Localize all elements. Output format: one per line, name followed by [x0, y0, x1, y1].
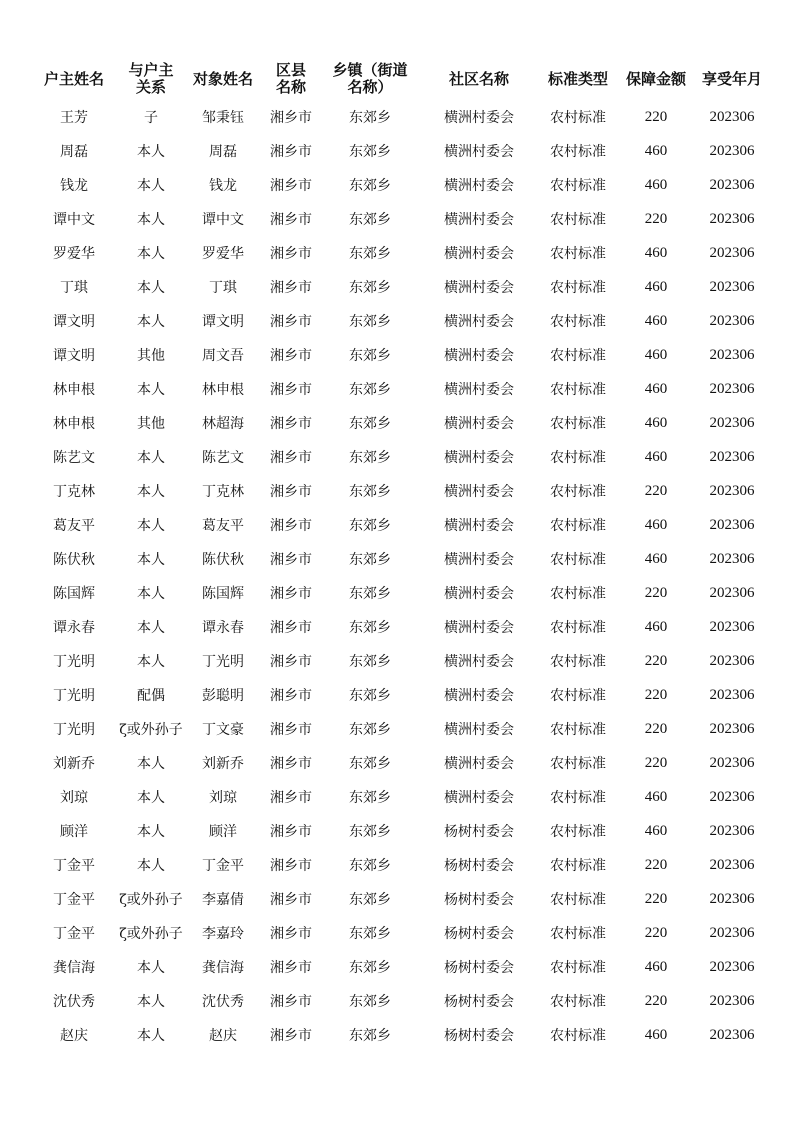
cell-community: 横洲村委会: [444, 790, 514, 806]
cell-relation: 本人: [137, 994, 165, 1010]
cell-standard-type: 农村标准: [550, 314, 606, 330]
cell-relation: 本人: [137, 620, 165, 636]
cell-standard-type: 农村标准: [550, 858, 606, 874]
table-row: [30, 508, 770, 542]
cell-relation: 本人: [137, 212, 165, 228]
cell-standard-type: 农村标准: [550, 382, 606, 398]
cell-township: 东郊乡: [349, 518, 391, 534]
cell-relation: ζ或外孙子: [119, 722, 183, 738]
cell-period: 202306: [709, 176, 755, 193]
cell-standard-type: 农村标准: [550, 144, 606, 160]
cell-county: 湘乡市: [270, 212, 312, 228]
cell-period: 202306: [709, 618, 755, 635]
cell-relation: 其他: [137, 416, 165, 432]
cell-township: 东郊乡: [349, 586, 391, 602]
cell-period: 202306: [709, 788, 755, 805]
cell-beneficiary-name: 刘琼: [209, 790, 237, 806]
cell-beneficiary-name: 彭聪明: [202, 688, 244, 704]
cell-township: 东郊乡: [349, 1028, 391, 1044]
cell-standard-type: 农村标准: [550, 416, 606, 432]
cell-beneficiary-name: 邹秉钰: [202, 110, 244, 126]
cell-township: 东郊乡: [349, 892, 391, 908]
cell-standard-type: 农村标准: [550, 892, 606, 908]
cell-county: 湘乡市: [270, 382, 312, 398]
cell-period: 202306: [709, 1026, 755, 1043]
cell-standard-type: 农村标准: [550, 722, 606, 738]
cell-amount: 220: [644, 108, 668, 125]
column-header-standard-type: 标准类型: [547, 69, 608, 88]
cell-relation: 其他: [137, 348, 165, 364]
cell-period: 202306: [709, 856, 755, 873]
cell-amount: 460: [644, 278, 668, 295]
cell-beneficiary-name: 周文吾: [202, 348, 244, 364]
cell-township: 东郊乡: [349, 382, 391, 398]
table-row: [30, 950, 770, 984]
cell-county: 湘乡市: [270, 620, 312, 636]
cell-township: 东郊乡: [349, 654, 391, 670]
cell-period: 202306: [709, 482, 755, 499]
cell-period: 202306: [709, 686, 755, 703]
cell-amount: 460: [644, 618, 668, 635]
cell-amount: 460: [644, 312, 668, 329]
cell-standard-type: 农村标准: [550, 960, 606, 976]
column-header-township: 乡镇（街道 名称）: [332, 61, 408, 96]
cell-community: 杨树村委会: [444, 926, 514, 942]
cell-community: 横洲村委会: [444, 110, 514, 126]
cell-period: 202306: [709, 312, 755, 329]
cell-relation: 子: [144, 110, 158, 126]
cell-beneficiary-name: 龚信海: [202, 960, 244, 976]
cell-relation: ζ或外孙子: [119, 892, 183, 908]
cell-community: 杨树村委会: [444, 960, 514, 976]
cell-county: 湘乡市: [270, 246, 312, 262]
table-row: [30, 848, 770, 882]
cell-relation: 本人: [137, 484, 165, 500]
cell-beneficiary-name: 刘新乔: [202, 756, 244, 772]
cell-standard-type: 农村标准: [550, 620, 606, 636]
cell-amount: 220: [644, 210, 668, 227]
cell-community: 横洲村委会: [444, 178, 514, 194]
table-row: [30, 236, 770, 270]
cell-householder-name: 丁光明: [53, 688, 95, 704]
cell-community: 横洲村委会: [444, 348, 514, 364]
cell-township: 东郊乡: [349, 858, 391, 874]
cell-amount: 460: [644, 176, 668, 193]
cell-householder-name: 钱龙: [60, 178, 88, 194]
cell-relation: 本人: [137, 280, 165, 296]
cell-householder-name: 丁金平: [53, 858, 95, 874]
cell-standard-type: 农村标准: [550, 484, 606, 500]
cell-relation: 本人: [137, 246, 165, 262]
table-row: [30, 372, 770, 406]
cell-county: 湘乡市: [270, 518, 312, 534]
cell-county: 湘乡市: [270, 756, 312, 772]
cell-amount: 460: [644, 414, 668, 431]
cell-amount: 460: [644, 380, 668, 397]
table-row: [30, 1018, 770, 1052]
cell-relation: 本人: [137, 960, 165, 976]
cell-beneficiary-name: 谭中文: [202, 212, 244, 228]
cell-township: 东郊乡: [349, 246, 391, 262]
cell-township: 东郊乡: [349, 756, 391, 772]
table-row: [30, 202, 770, 236]
cell-standard-type: 农村标准: [550, 110, 606, 126]
cell-amount: 220: [644, 992, 668, 1009]
cell-beneficiary-name: 谭永春: [202, 620, 244, 636]
cell-standard-type: 农村标准: [550, 926, 606, 942]
cell-community: 横洲村委会: [444, 586, 514, 602]
cell-householder-name: 林申根: [53, 416, 95, 432]
cell-amount: 460: [644, 958, 668, 975]
cell-township: 东郊乡: [349, 314, 391, 330]
table-row: [30, 576, 770, 610]
cell-beneficiary-name: 丁金平: [202, 858, 244, 874]
cell-county: 湘乡市: [270, 552, 312, 568]
cell-standard-type: 农村标准: [550, 280, 606, 296]
table-row: [30, 134, 770, 168]
cell-householder-name: 龚信海: [53, 960, 95, 976]
table-row: [30, 814, 770, 848]
cell-community: 横洲村委会: [444, 280, 514, 296]
column-header-beneficiary-name: 对象姓名: [192, 69, 253, 88]
cell-standard-type: 农村标准: [550, 994, 606, 1010]
cell-county: 湘乡市: [270, 484, 312, 500]
cell-standard-type: 农村标准: [550, 654, 606, 670]
cell-county: 湘乡市: [270, 858, 312, 874]
cell-amount: 220: [644, 856, 668, 873]
cell-period: 202306: [709, 584, 755, 601]
cell-standard-type: 农村标准: [550, 552, 606, 568]
column-header-county: 区县 名称: [275, 61, 306, 96]
table-row: [30, 270, 770, 304]
cell-beneficiary-name: 陈伏秋: [202, 552, 244, 568]
cell-standard-type: 农村标准: [550, 756, 606, 772]
cell-amount: 220: [644, 482, 668, 499]
cell-householder-name: 谭中文: [53, 212, 95, 228]
table-row: [30, 304, 770, 338]
cell-beneficiary-name: 赵庆: [209, 1028, 237, 1044]
cell-amount: 220: [644, 754, 668, 771]
table-header-row: [30, 58, 770, 100]
cell-relation: ζ或外孙子: [119, 926, 183, 942]
cell-householder-name: 丁光明: [53, 654, 95, 670]
cell-community: 横洲村委会: [444, 144, 514, 160]
cell-township: 东郊乡: [349, 790, 391, 806]
table-row: [30, 746, 770, 780]
cell-amount: 220: [644, 686, 668, 703]
column-header-period: 享受年月: [701, 69, 762, 88]
cell-township: 东郊乡: [349, 926, 391, 942]
cell-beneficiary-name: 罗爱华: [202, 246, 244, 262]
cell-householder-name: 林申根: [53, 382, 95, 398]
cell-county: 湘乡市: [270, 688, 312, 704]
cell-relation: 本人: [137, 450, 165, 466]
cell-relation: 本人: [137, 654, 165, 670]
cell-amount: 460: [644, 244, 668, 261]
cell-standard-type: 农村标准: [550, 178, 606, 194]
table-row: [30, 916, 770, 950]
cell-standard-type: 农村标准: [550, 1028, 606, 1044]
table-row: [30, 474, 770, 508]
column-header-amount: 保障金额: [625, 69, 686, 88]
cell-period: 202306: [709, 754, 755, 771]
cell-county: 湘乡市: [270, 790, 312, 806]
cell-beneficiary-name: 李嘉玲: [202, 926, 244, 942]
cell-community: 杨树村委会: [444, 892, 514, 908]
column-header-householder-name: 户主姓名: [43, 69, 104, 88]
cell-county: 湘乡市: [270, 280, 312, 296]
cell-community: 横洲村委会: [444, 314, 514, 330]
cell-beneficiary-name: 林申根: [202, 382, 244, 398]
table-row: [30, 542, 770, 576]
cell-county: 湘乡市: [270, 960, 312, 976]
cell-county: 湘乡市: [270, 314, 312, 330]
cell-township: 东郊乡: [349, 484, 391, 500]
cell-householder-name: 刘新乔: [53, 756, 95, 772]
cell-householder-name: 罗爱华: [53, 246, 95, 262]
cell-community: 横洲村委会: [444, 212, 514, 228]
assistance-table: [30, 58, 770, 1052]
cell-period: 202306: [709, 890, 755, 907]
cell-community: 横洲村委会: [444, 620, 514, 636]
cell-amount: 460: [644, 516, 668, 533]
cell-township: 东郊乡: [349, 178, 391, 194]
cell-householder-name: 刘琼: [60, 790, 88, 806]
cell-amount: 220: [644, 890, 668, 907]
cell-relation: 本人: [137, 586, 165, 602]
cell-standard-type: 农村标准: [550, 518, 606, 534]
cell-relation: 本人: [137, 144, 165, 160]
cell-township: 东郊乡: [349, 450, 391, 466]
cell-community: 横洲村委会: [444, 246, 514, 262]
cell-householder-name: 谭永春: [53, 620, 95, 636]
cell-period: 202306: [709, 992, 755, 1009]
cell-period: 202306: [709, 652, 755, 669]
table-row: [30, 678, 770, 712]
table-row: [30, 338, 770, 372]
cell-county: 湘乡市: [270, 994, 312, 1010]
cell-amount: 460: [644, 448, 668, 465]
cell-community: 横洲村委会: [444, 518, 514, 534]
cell-period: 202306: [709, 958, 755, 975]
cell-period: 202306: [709, 550, 755, 567]
cell-county: 湘乡市: [270, 450, 312, 466]
cell-relation: 本人: [137, 858, 165, 874]
cell-standard-type: 农村标准: [550, 790, 606, 806]
cell-householder-name: 谭文明: [53, 348, 95, 364]
cell-community: 横洲村委会: [444, 552, 514, 568]
cell-period: 202306: [709, 278, 755, 295]
cell-standard-type: 农村标准: [550, 688, 606, 704]
cell-amount: 220: [644, 584, 668, 601]
table-row: [30, 984, 770, 1018]
cell-community: 横洲村委会: [444, 756, 514, 772]
cell-relation: 本人: [137, 552, 165, 568]
cell-householder-name: 陈国辉: [53, 586, 95, 602]
cell-community: 横洲村委会: [444, 688, 514, 704]
cell-period: 202306: [709, 108, 755, 125]
cell-relation: 本人: [137, 382, 165, 398]
cell-township: 东郊乡: [349, 994, 391, 1010]
cell-amount: 460: [644, 142, 668, 159]
cell-community: 杨树村委会: [444, 1028, 514, 1044]
table-row: [30, 168, 770, 202]
cell-standard-type: 农村标准: [550, 450, 606, 466]
cell-householder-name: 丁光明: [53, 722, 95, 738]
cell-amount: 220: [644, 652, 668, 669]
cell-householder-name: 王芳: [60, 110, 88, 126]
cell-community: 横洲村委会: [444, 722, 514, 738]
cell-township: 东郊乡: [349, 280, 391, 296]
cell-relation: 配偶: [137, 688, 165, 704]
cell-beneficiary-name: 钱龙: [209, 178, 237, 194]
cell-relation: 本人: [137, 1028, 165, 1044]
cell-township: 东郊乡: [349, 960, 391, 976]
cell-householder-name: 丁琪: [60, 280, 88, 296]
cell-period: 202306: [709, 516, 755, 533]
cell-beneficiary-name: 丁克林: [202, 484, 244, 500]
cell-county: 湘乡市: [270, 654, 312, 670]
cell-householder-name: 丁金平: [53, 892, 95, 908]
cell-beneficiary-name: 陈国辉: [202, 586, 244, 602]
cell-township: 东郊乡: [349, 110, 391, 126]
cell-householder-name: 丁克林: [53, 484, 95, 500]
cell-community: 横洲村委会: [444, 416, 514, 432]
cell-amount: 460: [644, 1026, 668, 1043]
cell-amount: 460: [644, 788, 668, 805]
cell-township: 东郊乡: [349, 688, 391, 704]
cell-period: 202306: [709, 142, 755, 159]
cell-householder-name: 谭文明: [53, 314, 95, 330]
cell-beneficiary-name: 沈伏秀: [202, 994, 244, 1010]
table-row: [30, 644, 770, 678]
cell-community: 杨树村委会: [444, 858, 514, 874]
cell-township: 东郊乡: [349, 722, 391, 738]
cell-community: 横洲村委会: [444, 484, 514, 500]
cell-period: 202306: [709, 448, 755, 465]
cell-period: 202306: [709, 924, 755, 941]
cell-community: 横洲村委会: [444, 450, 514, 466]
cell-amount: 220: [644, 720, 668, 737]
cell-amount: 460: [644, 346, 668, 363]
cell-beneficiary-name: 林超海: [202, 416, 244, 432]
cell-period: 202306: [709, 720, 755, 737]
cell-county: 湘乡市: [270, 348, 312, 364]
cell-householder-name: 葛友平: [53, 518, 95, 534]
cell-standard-type: 农村标准: [550, 246, 606, 262]
cell-beneficiary-name: 葛友平: [202, 518, 244, 534]
cell-township: 东郊乡: [349, 552, 391, 568]
cell-amount: 460: [644, 822, 668, 839]
cell-beneficiary-name: 丁琪: [209, 280, 237, 296]
table-row: [30, 440, 770, 474]
cell-period: 202306: [709, 346, 755, 363]
cell-householder-name: 沈伏秀: [53, 994, 95, 1010]
cell-county: 湘乡市: [270, 178, 312, 194]
cell-period: 202306: [709, 380, 755, 397]
cell-beneficiary-name: 李嘉倩: [202, 892, 244, 908]
cell-householder-name: 陈伏秋: [53, 552, 95, 568]
table-row: [30, 610, 770, 644]
cell-beneficiary-name: 丁文豪: [202, 722, 244, 738]
cell-householder-name: 周磊: [60, 144, 88, 160]
cell-community: 横洲村委会: [444, 382, 514, 398]
table-row: [30, 406, 770, 440]
cell-township: 东郊乡: [349, 212, 391, 228]
cell-county: 湘乡市: [270, 722, 312, 738]
cell-county: 湘乡市: [270, 1028, 312, 1044]
cell-county: 湘乡市: [270, 144, 312, 160]
cell-amount: 460: [644, 550, 668, 567]
cell-township: 东郊乡: [349, 144, 391, 160]
cell-period: 202306: [709, 244, 755, 261]
column-header-community: 社区名称: [448, 69, 509, 88]
cell-relation: 本人: [137, 314, 165, 330]
cell-householder-name: 顾洋: [60, 824, 88, 840]
cell-township: 东郊乡: [349, 824, 391, 840]
table-body: [30, 100, 770, 1052]
cell-beneficiary-name: 顾洋: [209, 824, 237, 840]
cell-amount: 220: [644, 924, 668, 941]
cell-beneficiary-name: 谭文明: [202, 314, 244, 330]
cell-beneficiary-name: 丁光明: [202, 654, 244, 670]
cell-county: 湘乡市: [270, 586, 312, 602]
cell-relation: 本人: [137, 824, 165, 840]
cell-county: 湘乡市: [270, 824, 312, 840]
cell-county: 湘乡市: [270, 110, 312, 126]
cell-relation: 本人: [137, 756, 165, 772]
cell-householder-name: 陈艺文: [53, 450, 95, 466]
table-row: [30, 100, 770, 134]
table-row: [30, 882, 770, 916]
cell-relation: 本人: [137, 178, 165, 194]
cell-relation: 本人: [137, 790, 165, 806]
cell-standard-type: 农村标准: [550, 348, 606, 364]
cell-householder-name: 赵庆: [60, 1028, 88, 1044]
cell-township: 东郊乡: [349, 348, 391, 364]
cell-beneficiary-name: 陈艺文: [202, 450, 244, 466]
cell-township: 东郊乡: [349, 620, 391, 636]
cell-standard-type: 农村标准: [550, 212, 606, 228]
cell-county: 湘乡市: [270, 892, 312, 908]
cell-community: 杨树村委会: [444, 824, 514, 840]
cell-community: 杨树村委会: [444, 994, 514, 1010]
cell-period: 202306: [709, 210, 755, 227]
cell-relation: 本人: [137, 518, 165, 534]
cell-county: 湘乡市: [270, 416, 312, 432]
cell-community: 横洲村委会: [444, 654, 514, 670]
cell-householder-name: 丁金平: [53, 926, 95, 942]
cell-county: 湘乡市: [270, 926, 312, 942]
cell-standard-type: 农村标准: [550, 824, 606, 840]
cell-township: 东郊乡: [349, 416, 391, 432]
cell-standard-type: 农村标准: [550, 586, 606, 602]
table-row: [30, 712, 770, 746]
column-header-relation: 与户主 关系: [128, 61, 174, 96]
cell-beneficiary-name: 周磊: [209, 144, 237, 160]
table-row: [30, 780, 770, 814]
cell-period: 202306: [709, 414, 755, 431]
cell-period: 202306: [709, 822, 755, 839]
